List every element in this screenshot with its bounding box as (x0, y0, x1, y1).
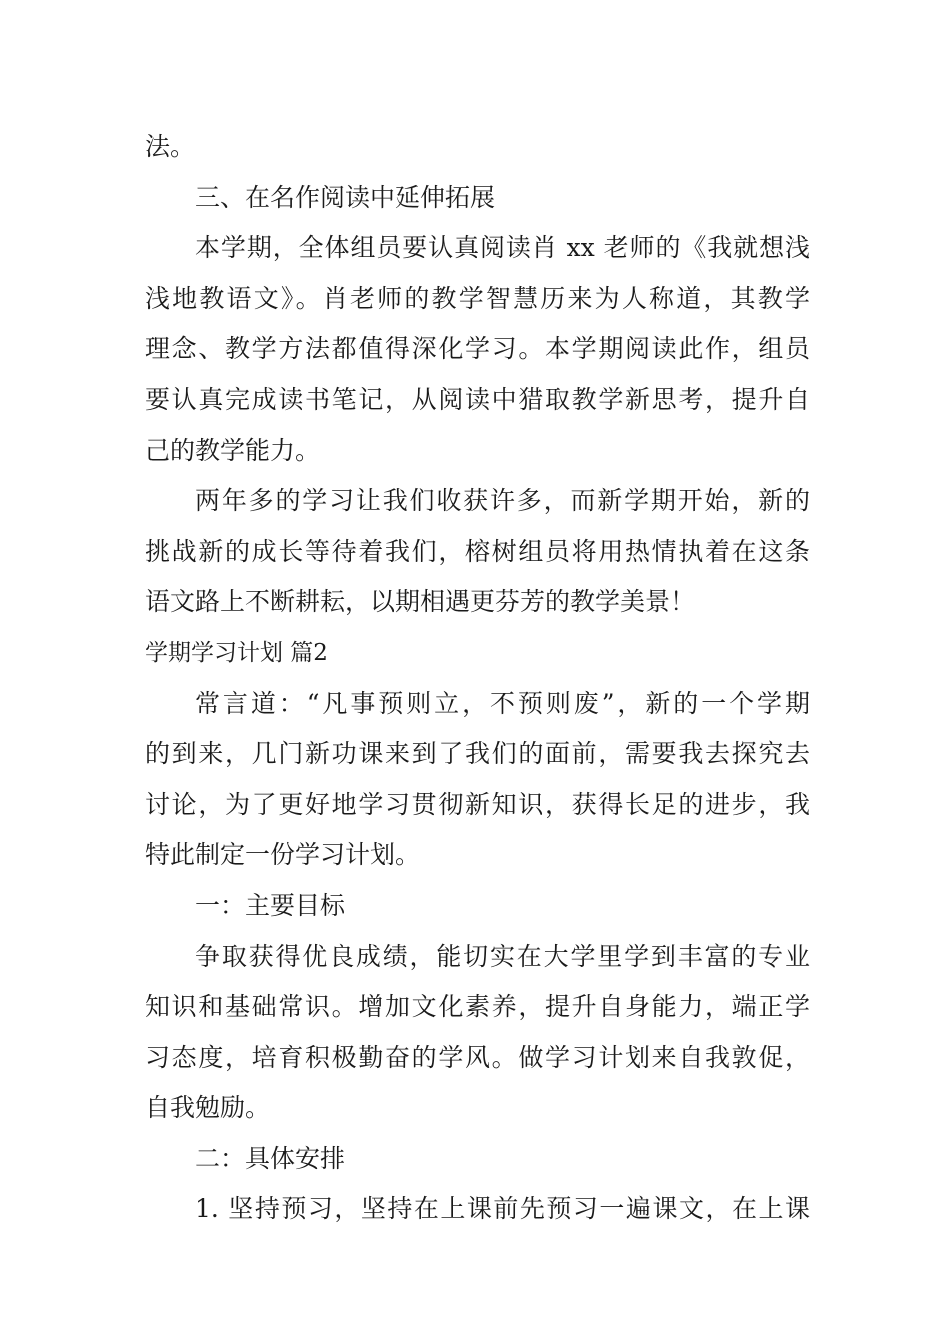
text-line: 常言道：“凡事预则立，不预则废”，新的一个学期 (195, 688, 810, 718)
text-line: 的到来，几门新功课来到了我们的面前，需要我去探究去 (145, 739, 810, 769)
section-heading: 二：具体安排 (195, 1143, 346, 1173)
text-line: 要认真完成读书笔记，从阅读中猎取教学新思考，提升自 (145, 384, 810, 414)
document-page (145, 122, 810, 1235)
text-line: 争取获得优良成绩，能切实在大学里学到丰富的专业 (195, 941, 810, 971)
text-line: 习态度，培育积极勤奋的学风。做学习计划来自我敦促， (145, 1042, 810, 1072)
text-line: 理念、教学方法都值得深化学习。本学期阅读此作，组员 (145, 334, 810, 364)
text-line: 两年多的学习让我们收获许多，而新学期开始，新的 (195, 486, 810, 516)
article-title: 学期学习计划 篇2 (145, 639, 328, 666)
text-line: 语文路上不断耕耘，以期相遇更芬芳的教学美景！ (145, 587, 696, 617)
text-line: 挑战新的成长等待着我们，榕树组员将用热情执着在这条 (145, 536, 810, 566)
text-line: 特此制定一份学习计划。 (145, 840, 421, 870)
text-line: 己的教学能力。 (145, 435, 321, 465)
section-heading: 一：主要目标 (195, 890, 346, 920)
text-line: 法。 (145, 132, 196, 161)
text-line: 讨论，为了更好地学习贯彻新知识，获得长足的进步，我 (145, 789, 810, 819)
text-line: 1. 坚持预习，坚持在上课前先预习一遍课文，在上课 (195, 1194, 810, 1224)
text-line: 本学期，全体组员要认真阅读肖 xx 老师的《我就想浅 (195, 233, 810, 263)
section-heading: 三、在名作阅读中延伸拓展 (195, 182, 496, 212)
text-line: 自我勉励。 (145, 1093, 271, 1123)
text-line: 浅地教语文》。肖老师的教学智慧历来为人称道，其教学 (145, 283, 810, 313)
text-line: 知识和基础常识。增加文化素养，提升自身能力，端正学 (145, 992, 810, 1022)
